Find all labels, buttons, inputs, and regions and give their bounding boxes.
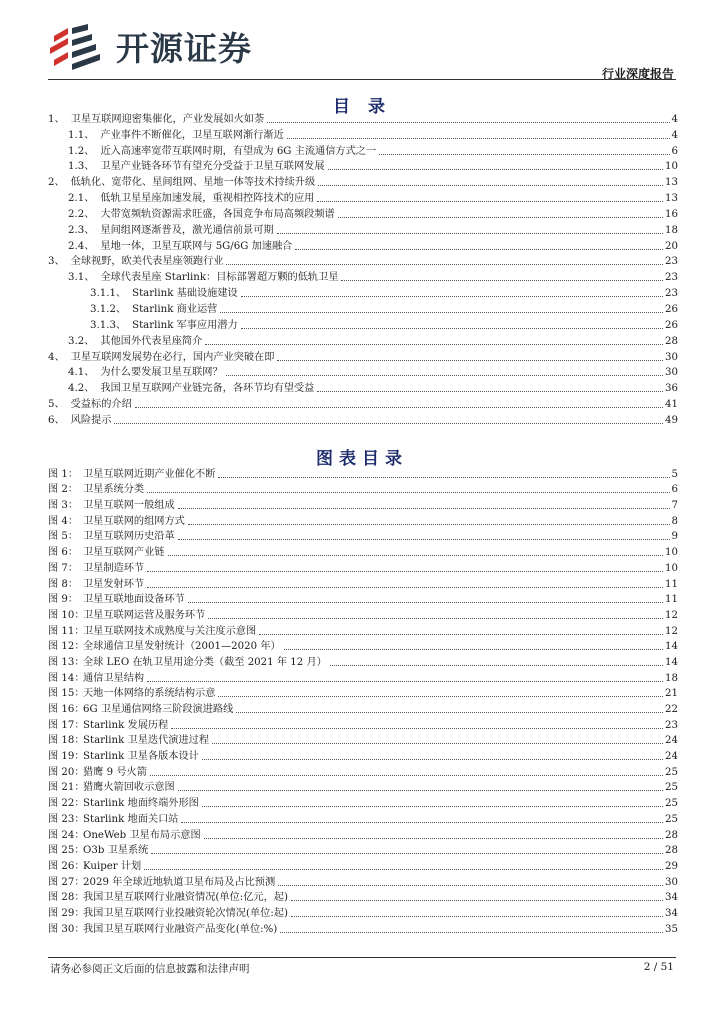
figure-caption: 卫星系统分类 <box>83 484 145 496</box>
toc-entry-number: 1.3、 <box>68 161 95 173</box>
figures-list <box>48 465 678 936</box>
page-number: 10 <box>665 161 678 173</box>
figure-number: 图 26： <box>48 860 85 872</box>
figure-number: 图 30： <box>48 923 85 935</box>
figure-entry[interactable] <box>48 920 678 936</box>
page-number: 23 <box>665 272 678 284</box>
dot-leader <box>241 328 663 329</box>
toc-entry[interactable] <box>48 110 678 126</box>
figure-caption: Starlink 地面终端外形图 <box>83 798 199 810</box>
figure-entry[interactable] <box>48 716 678 732</box>
dot-leader <box>188 602 663 603</box>
dot-leader <box>317 391 663 392</box>
toc-entry-number: 2.3、 <box>68 224 95 236</box>
toc-entry[interactable] <box>48 126 678 142</box>
figure-entry[interactable] <box>48 904 678 920</box>
page-number: 49 <box>665 414 678 426</box>
page-number: 13 <box>665 193 678 205</box>
toc-entry[interactable] <box>48 411 678 427</box>
page-number: 20 <box>665 240 678 252</box>
page-number: 28 <box>665 335 678 347</box>
page-number: 16 <box>665 208 678 220</box>
figure-number: 图 18： <box>48 735 85 747</box>
toc-entry[interactable] <box>48 379 678 395</box>
figure-caption: O3b 卫星系统 <box>83 845 149 857</box>
toc-entry[interactable] <box>48 221 678 237</box>
page-number: 24 <box>665 751 678 763</box>
dot-leader <box>317 201 663 202</box>
dot-leader <box>144 869 663 870</box>
page-number: 25 <box>665 766 678 778</box>
kaiyuan-logo-icon <box>48 22 110 70</box>
figure-number: 图 9： <box>48 594 79 606</box>
figure-entry[interactable] <box>48 794 678 810</box>
toc-entry[interactable] <box>48 158 678 174</box>
toc-entry-title: 大带宽频轨资源需求旺盛，各国竞争布局高频段频谱 <box>100 208 335 220</box>
dot-leader <box>341 280 663 281</box>
figure-number: 图 4： <box>48 515 79 527</box>
figure-caption: Starlink 地面关口站 <box>83 813 179 825</box>
figure-entry[interactable] <box>48 763 678 779</box>
toc-entry-number: 2.4、 <box>68 240 95 252</box>
figure-number: 图 25： <box>48 845 85 857</box>
figure-number: 图 19： <box>48 751 85 763</box>
figure-entry[interactable] <box>48 638 678 654</box>
dot-leader <box>236 712 663 713</box>
toc-entry-number: 2.2、 <box>68 208 95 220</box>
toc-entry-number: 3、 <box>48 256 65 268</box>
toc-entry[interactable] <box>48 284 678 300</box>
dot-leader <box>150 775 663 776</box>
toc-entry-number: 6、 <box>48 414 65 426</box>
page-number: 23 <box>665 719 678 731</box>
dot-leader <box>147 587 663 588</box>
page-number: 25 <box>665 798 678 810</box>
toc-entry-title: 受益标的介绍 <box>70 399 132 411</box>
page-number: 30 <box>665 876 678 888</box>
toc-entry[interactable] <box>48 364 678 380</box>
legal-disclaimer: 请务必参阅正文后面的信息披露和法律声明 <box>50 963 250 975</box>
page-number: 4 <box>671 129 678 141</box>
figure-entry[interactable] <box>48 826 678 842</box>
dot-leader <box>212 743 663 744</box>
toc-entry-number: 2、 <box>48 177 65 189</box>
page-number: 14 <box>665 641 678 653</box>
dot-leader <box>218 696 663 697</box>
figure-caption: Kuiper 计划 <box>83 860 142 872</box>
figure-caption: 卫星互联网运营及服务环节 <box>83 609 206 621</box>
dot-leader <box>287 138 670 139</box>
toc-entry-number: 3.1.1、 <box>90 288 127 300</box>
page-number: 30 <box>665 351 678 363</box>
dot-leader <box>330 665 663 666</box>
page-number: 34 <box>665 907 678 919</box>
page-number: 41 <box>665 399 678 411</box>
dot-leader <box>188 524 670 525</box>
figure-caption: 我国卫星互联网行业融资产品变化(单位:%) <box>83 923 278 935</box>
page-number: 26 <box>665 319 678 331</box>
toc-title: 目 录 <box>333 97 391 117</box>
figure-entry[interactable] <box>48 685 678 701</box>
figure-caption: 猎鹰火箭回收示意图 <box>83 782 175 794</box>
toc-entry[interactable] <box>48 237 678 253</box>
page-number: 6 <box>671 484 678 496</box>
figure-number: 图 10： <box>48 609 85 621</box>
dot-leader <box>338 217 663 218</box>
figure-caption: 卫星发射环节 <box>83 578 145 590</box>
dot-leader <box>226 375 663 376</box>
toc-entry[interactable] <box>48 300 678 316</box>
figure-number: 图 11： <box>48 625 85 637</box>
figure-entry[interactable] <box>48 747 678 763</box>
dot-leader <box>291 916 663 917</box>
figure-entry[interactable] <box>48 512 678 528</box>
toc-entry-title: 全球视野，欧美代表星座领跑行业 <box>70 256 224 268</box>
figure-entry[interactable] <box>48 528 678 544</box>
dot-leader <box>208 618 663 619</box>
page-number: 9 <box>671 531 678 543</box>
toc-entry-title: 星地一体，卫星互联网与 5G/6G 加速融合 <box>100 240 293 252</box>
figure-caption: OneWeb 卫星布局示意图 <box>83 829 201 841</box>
dot-leader <box>171 728 663 729</box>
page-number: 23 <box>665 256 678 268</box>
figure-caption: 卫星互联网技术成熟度与关注度示意图 <box>83 625 257 637</box>
figures-title: 图表目录 <box>316 449 408 469</box>
toc-entry[interactable] <box>48 253 678 269</box>
dot-leader <box>151 853 663 854</box>
page-number: 26 <box>665 303 678 315</box>
dot-leader <box>202 806 663 807</box>
page-number: 18 <box>665 224 678 236</box>
figure-number: 图 23： <box>48 813 85 825</box>
figure-number: 图 17： <box>48 719 85 731</box>
figure-number: 图 2： <box>48 484 79 496</box>
figure-entry[interactable] <box>48 496 678 512</box>
toc-entry-number: 1、 <box>48 113 65 125</box>
figure-entry[interactable] <box>48 543 678 559</box>
dot-leader <box>280 932 663 933</box>
toc-entry-title: 近入高速率宽带互联网时期，有望成为 6G 主流通信方式之一 <box>100 145 377 157</box>
page-number: 36 <box>665 383 678 395</box>
figure-caption: Starlink 发展历程 <box>83 719 169 731</box>
toc-entry-number: 5、 <box>48 399 65 411</box>
toc-entry[interactable] <box>48 173 678 189</box>
figure-caption: 卫星互联网历史沿革 <box>83 531 175 543</box>
page-number: 12 <box>665 625 678 637</box>
figure-number: 图 15： <box>48 688 85 700</box>
dot-leader <box>379 154 669 155</box>
page-number: 28 <box>665 845 678 857</box>
figure-number: 图 16： <box>48 704 85 715</box>
dot-leader <box>204 838 663 839</box>
dot-leader <box>278 885 663 886</box>
page-number: 14 <box>665 656 678 668</box>
page-number: 11 <box>665 578 678 590</box>
page-number: 34 <box>665 892 678 904</box>
toc-entry[interactable] <box>48 395 678 411</box>
toc-entry-title: 全球代表星座 Starlink：目标部署超万颗的低轨卫星 <box>100 272 339 284</box>
toc-entry-number: 3.1.3、 <box>90 319 127 331</box>
page-number: 25 <box>665 782 678 794</box>
figure-caption: Starlink 卫星各版本设计 <box>83 751 199 763</box>
figure-entry[interactable] <box>48 779 678 795</box>
toc-entry-title: 星间组网逐渐普及，激光通信前景可期 <box>100 224 274 236</box>
dot-leader <box>114 423 663 424</box>
figure-number: 图 29： <box>48 907 85 919</box>
figure-number: 图 1： <box>48 468 79 480</box>
figure-caption: 卫星互联网的组网方式 <box>83 515 185 527</box>
toc-entry-title: 其他国外代表星座简介 <box>100 335 203 347</box>
figure-number: 图 3： <box>48 500 79 512</box>
toc-entry[interactable] <box>48 348 678 364</box>
toc-entry-number: 3.2、 <box>68 335 95 347</box>
toc-entry-title: Starlink 军事应用潜力 <box>132 319 238 331</box>
figure-number: 图 8： <box>48 578 79 590</box>
figure-entry[interactable] <box>48 465 678 481</box>
page-number: 11 <box>665 594 678 606</box>
figure-entry[interactable] <box>48 700 678 716</box>
toc-entry-number: 3.1、 <box>68 272 95 284</box>
report-type-label: 行业深度报告 <box>601 67 674 81</box>
page-number: 10 <box>665 562 678 574</box>
toc-entry[interactable] <box>48 189 678 205</box>
page-number: 8 <box>671 515 678 527</box>
dot-leader <box>147 571 663 572</box>
dot-leader <box>318 185 663 186</box>
dot-leader <box>147 681 663 682</box>
figure-number: 图 22： <box>48 798 85 810</box>
dot-leader <box>147 492 669 493</box>
toc-entry-number: 4.2、 <box>68 383 95 395</box>
dot-leader <box>178 539 670 540</box>
toc-entry-title: 产业事件不断催化，卫星互联网渐行渐近 <box>100 129 284 141</box>
page-number: 24 <box>665 735 678 747</box>
figure-entry[interactable] <box>48 591 678 607</box>
figure-number: 图 13： <box>48 656 85 668</box>
figure-number: 图 27： <box>48 876 85 888</box>
figure-number: 图 6： <box>48 547 79 559</box>
page-number: 12 <box>665 609 678 621</box>
figure-number: 图 5： <box>48 531 79 543</box>
toc-list <box>48 110 678 427</box>
toc-entry-title: 卫星互联网迎密集催化，产业发展如火如荼 <box>70 113 265 125</box>
toc-entry-title: Starlink 基础设施建设 <box>132 288 238 300</box>
dot-leader <box>277 233 663 234</box>
figure-entry[interactable] <box>48 559 678 575</box>
figure-caption: 卫星互联网产业链 <box>83 547 165 559</box>
figure-caption: 我国卫星互联网行业融资情况(单位:亿元，起) <box>83 892 288 904</box>
dot-leader <box>178 790 663 791</box>
page-number: 28 <box>665 829 678 841</box>
toc-entry-title: 卫星产业链各环节有望充分受益于卫星互联网发展 <box>100 161 325 173</box>
toc-entry-title: 低轨卫星星座加速发展，重视相控阵技术的应用 <box>100 193 315 205</box>
page-number: 21 <box>665 688 678 700</box>
toc-entry-number: 4、 <box>48 351 65 363</box>
toc-entry-title: 为什么要发展卫星互联网？ <box>100 367 223 379</box>
dot-leader <box>181 822 663 823</box>
page-number: 13 <box>665 177 678 189</box>
figure-caption: 天地一体网络的系统结构示意 <box>83 688 216 700</box>
figure-entry[interactable] <box>48 606 678 622</box>
figure-number: 图 12： <box>48 641 85 653</box>
figure-caption: 卫星互联地面设备环节 <box>83 594 185 606</box>
page-number: 30 <box>665 367 678 379</box>
figure-entry[interactable] <box>48 653 678 669</box>
dot-leader <box>168 555 664 556</box>
dot-leader <box>291 900 663 901</box>
figure-entry[interactable] <box>48 575 678 591</box>
toc-entry[interactable] <box>48 142 678 158</box>
figure-entry[interactable] <box>48 842 678 858</box>
dot-leader <box>328 169 664 170</box>
figure-caption: 猎鹰 9 号火箭 <box>83 766 147 778</box>
toc-entry-number: 3.1.2、 <box>90 303 127 315</box>
figure-caption: 卫星互联网近期产业催化不断 <box>83 468 216 480</box>
page-number: 23 <box>665 288 678 300</box>
dot-leader <box>277 360 663 361</box>
figure-caption: 6G 卫星通信网络三阶段演进路线 <box>83 704 234 715</box>
figure-caption: 卫星制造环节 <box>83 562 145 574</box>
toc-entry[interactable] <box>48 316 678 332</box>
figure-entry[interactable] <box>48 873 678 889</box>
toc-entry[interactable] <box>48 332 678 348</box>
toc-entry-title: 风险提示 <box>70 414 112 426</box>
page-number: 5 <box>671 468 678 480</box>
page-number: 22 <box>665 704 678 715</box>
dot-leader <box>205 344 663 345</box>
figure-number: 图 7： <box>48 562 79 574</box>
figure-caption: 全球 LEO 在轨卫星用途分类（截至 2021 年 12 月） <box>83 656 327 668</box>
figure-number: 图 21： <box>48 782 85 794</box>
page-number: 7 <box>671 500 678 512</box>
toc-entry-title: 卫星互联网发展势在必行，国内产业突破在即 <box>70 351 275 363</box>
figure-caption: 2029 年全球近地轨道卫星布局及占比预测 <box>83 876 276 888</box>
toc-entry[interactable] <box>48 268 678 284</box>
toc-entry-title: 我国卫星互联网产业链完备，各环节均有望受益 <box>100 383 315 395</box>
dot-leader <box>135 407 663 408</box>
dot-leader <box>226 264 663 265</box>
toc-entry-number: 1.2、 <box>68 145 95 157</box>
figure-caption: 通信卫星结构 <box>83 672 145 684</box>
figure-caption: 卫星互联网一般组成 <box>83 500 175 512</box>
dot-leader <box>295 249 663 250</box>
page-number: 18 <box>665 672 678 684</box>
dot-leader <box>220 312 663 313</box>
header-divider <box>48 79 676 80</box>
footer-divider <box>48 957 676 958</box>
page-number: 10 <box>665 547 678 559</box>
figure-caption: 我国卫星互联网行业投融资轮次情况(单位:起) <box>83 907 288 919</box>
figure-number: 图 14： <box>48 672 85 684</box>
figure-entry[interactable] <box>48 889 678 905</box>
company-logo <box>48 22 252 70</box>
toc-entry-number: 4.1、 <box>68 367 95 379</box>
figure-number: 图 28： <box>48 892 85 904</box>
dot-leader <box>218 477 669 478</box>
figure-number: 图 24： <box>48 829 85 841</box>
page-number: 25 <box>665 813 678 825</box>
figure-caption: 全球通信卫星发射统计（2001—2020 年） <box>83 641 281 653</box>
figure-entry[interactable] <box>48 622 678 638</box>
logo-text: 开源证券 <box>116 28 252 68</box>
figure-number: 图 20： <box>48 766 85 778</box>
page-number: 4 <box>671 113 678 125</box>
page-number: 29 <box>665 860 678 872</box>
figure-entry[interactable] <box>48 857 678 873</box>
page-number: 6 <box>671 145 678 157</box>
toc-entry-title: Starlink 商业运营 <box>132 303 218 315</box>
toc-entry[interactable] <box>48 205 678 221</box>
figure-caption: Starlink 卫星迭代演进过程 <box>83 735 210 747</box>
dot-leader <box>284 649 663 650</box>
dot-leader <box>178 508 670 509</box>
toc-entry-number: 1.1、 <box>68 129 95 141</box>
toc-entry-number: 2.1、 <box>68 193 95 205</box>
toc-entry-title: 低轨化、宽带化、星间组网、星地一体等技术持续升级 <box>70 177 316 189</box>
page-indicator: 2 / 51 <box>643 961 674 973</box>
dot-leader <box>202 759 663 760</box>
page-number: 35 <box>665 923 678 935</box>
dot-leader <box>241 296 663 297</box>
figure-entry[interactable] <box>48 481 678 497</box>
figure-entry[interactable] <box>48 732 678 748</box>
dot-leader <box>259 634 663 635</box>
dot-leader <box>267 122 669 123</box>
figure-entry[interactable] <box>48 810 678 826</box>
figure-entry[interactable] <box>48 669 678 685</box>
